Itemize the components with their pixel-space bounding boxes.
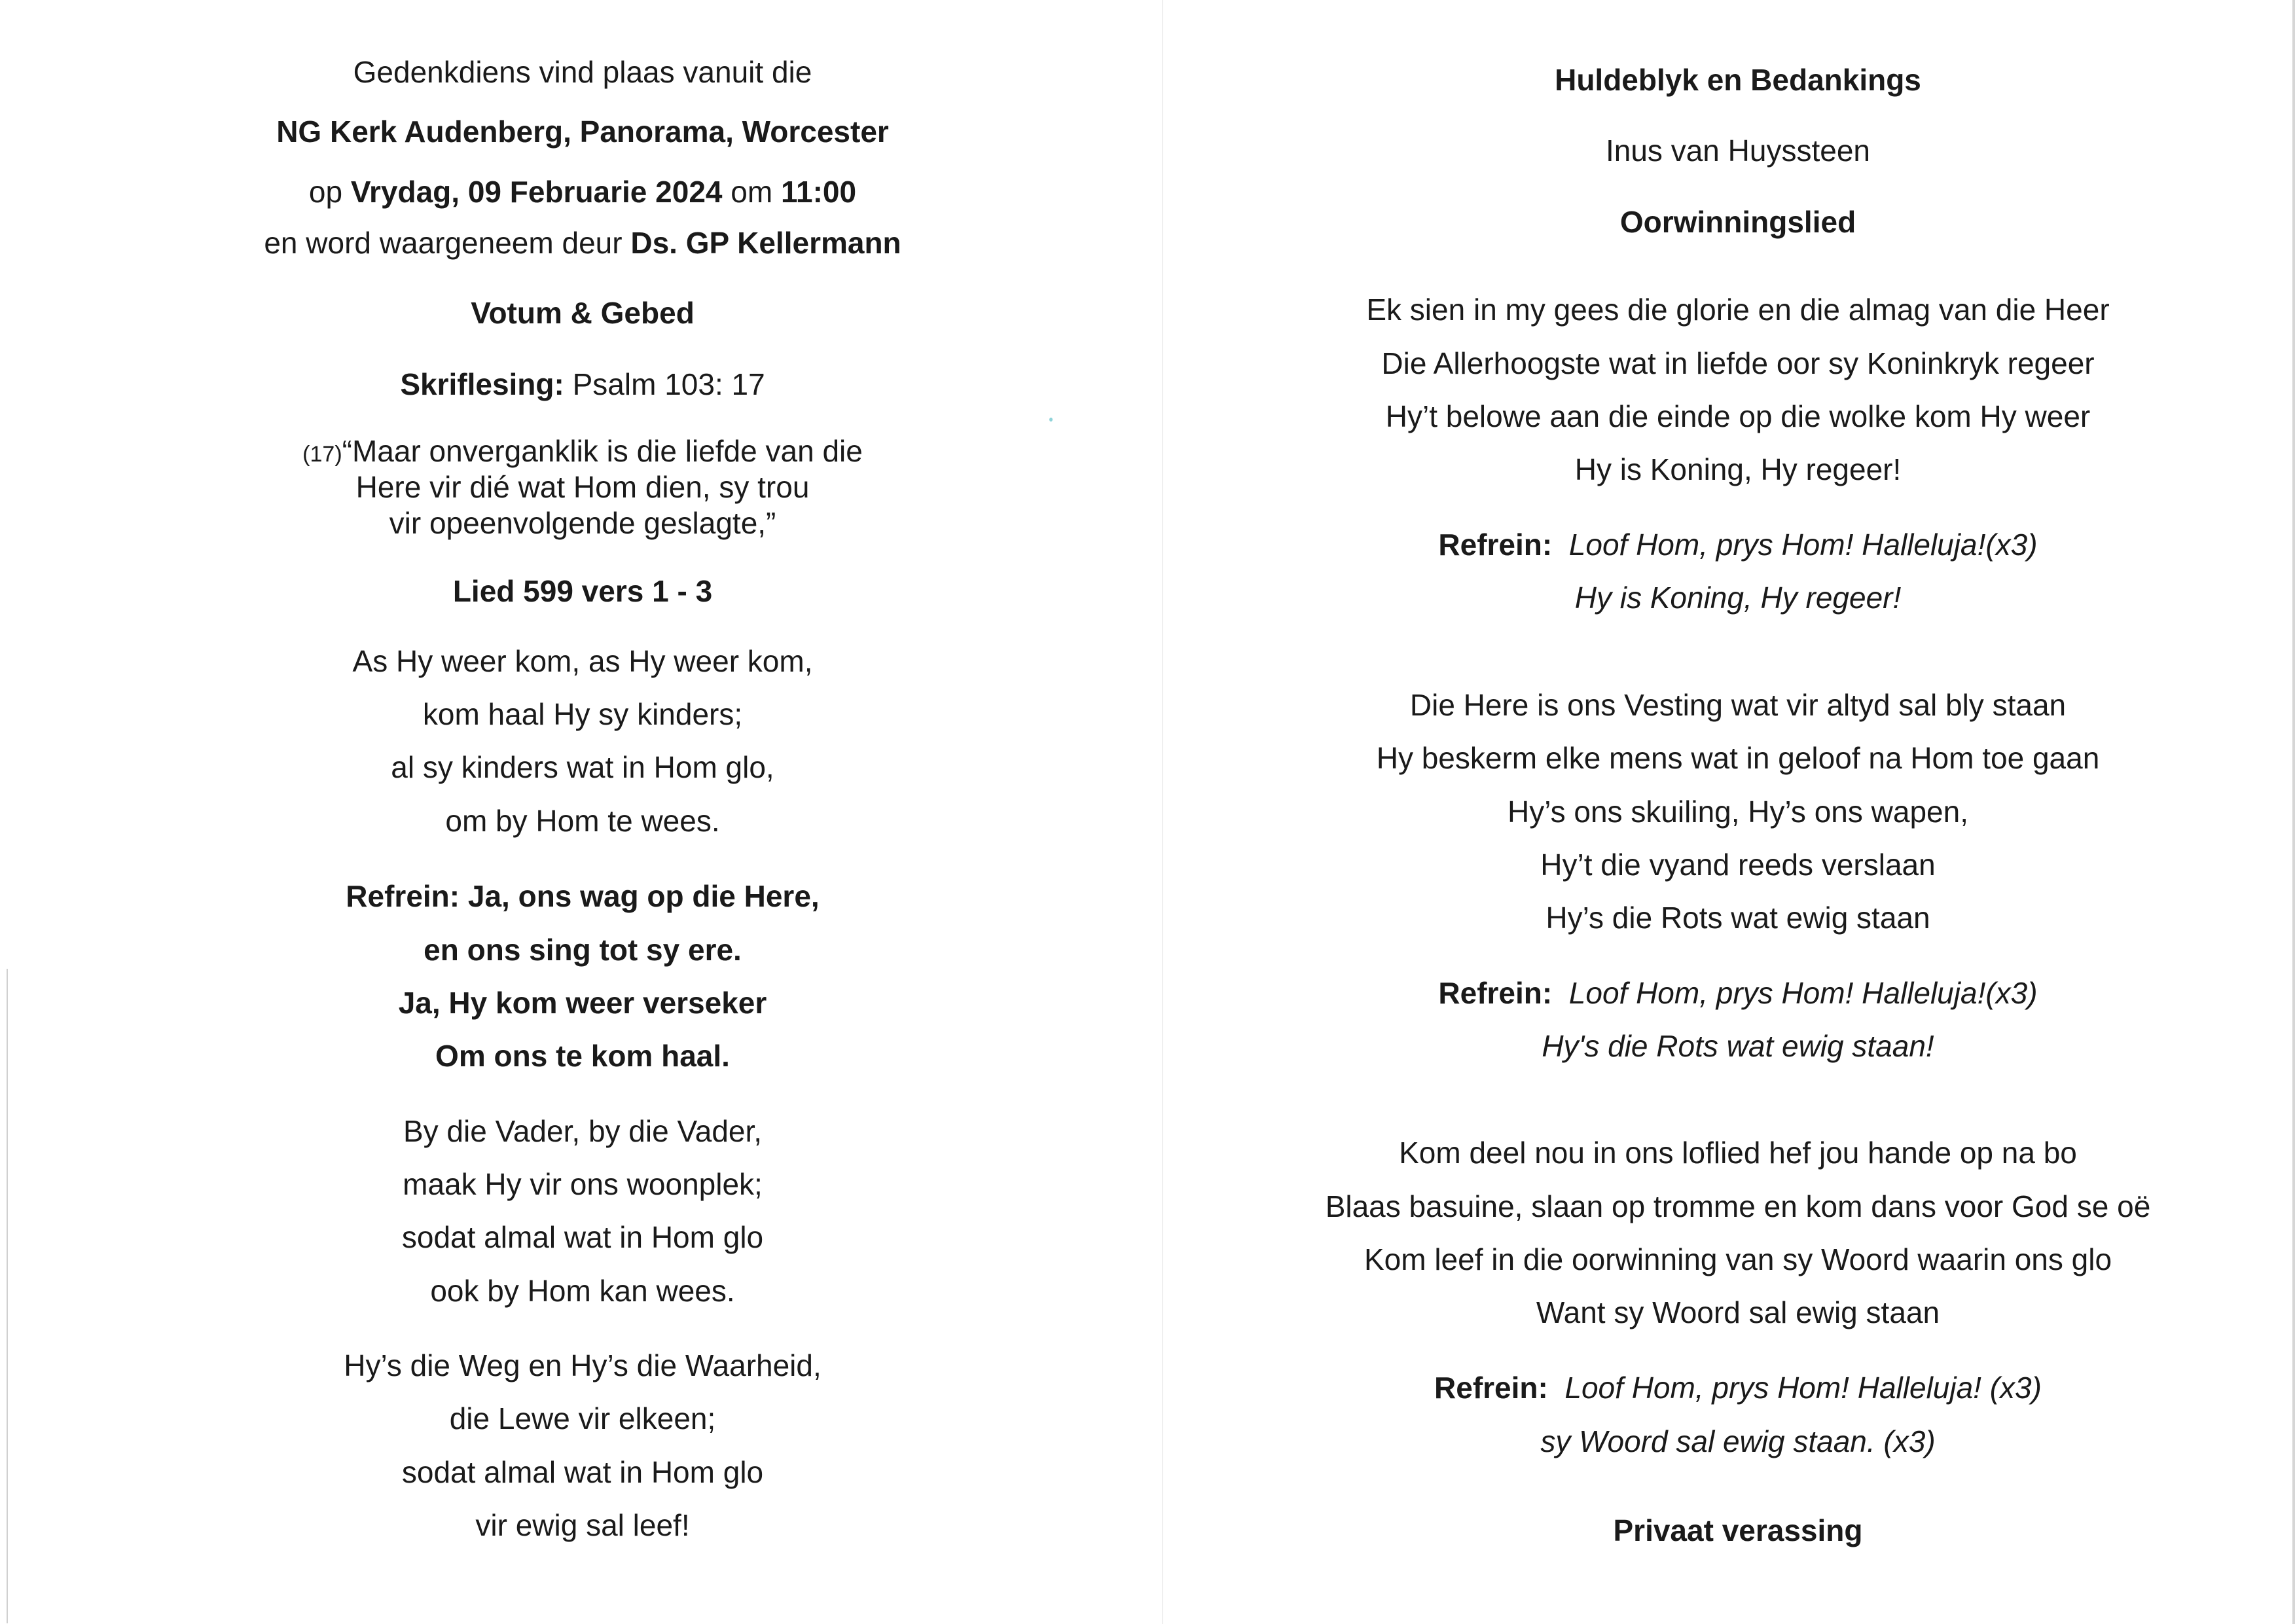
stanza-3-line: Kom deel nou in ons loflied hef jou hande op na bo [1399, 1136, 2077, 1170]
scripture-text: “Maar onverganklik is die liefde van die [342, 434, 863, 468]
verse-3-line: Hy’s die Weg en Hy’s die Waarheid, [344, 1348, 822, 1382]
officiant-name: Ds. GP Kellermann [630, 226, 901, 260]
scripture-reference: Psalm 103: 17 [572, 367, 765, 401]
scripture-label: Skriflesing: [400, 367, 564, 401]
refrain-1-line: Hy is Koning, Hy regeer! [1574, 581, 1902, 615]
verse-2-line: maak Hy vir ons woonplek; [403, 1167, 763, 1201]
scripture-text: vir opeenvolgende geslagte,” [389, 506, 776, 540]
stanza-1-line: Ek sien in my gees die glorie en die almag van die Heer [1366, 293, 2110, 327]
stanza-1-line: Die Allerhoogste wat in liefde oor sy Koninkryk regeer [1381, 346, 2095, 380]
verse-3-line: die Lewe vir elkeen; [449, 1401, 716, 1435]
refrain-label: Refrein: [1438, 976, 1553, 1010]
verse-1-line: om by Hom te wees. [445, 804, 720, 838]
stanza-2-line: Hy beskerm elke mens wat in geloof na Hom toe gaan [1376, 741, 2100, 775]
stanza-2-line: Die Here is ons Vesting wat vir altyd sal bly staan [1409, 688, 2067, 722]
date-prefix: op [308, 175, 343, 209]
verse-1-line: kom haal Hy sy kinders; [422, 697, 743, 731]
song-title: Oorwinningslied [1619, 205, 1856, 239]
stanza-2-line: Hy’t die vyand reeds verslaan [1540, 848, 1936, 882]
stanza-3-line: Kom leef in die oorwinning van sy Woord waarin ons glo [1364, 1242, 2112, 1276]
stanza-3-line: Want sy Woord sal ewig staan [1536, 1295, 1940, 1329]
closing-note: Privaat verassing [1613, 1513, 1863, 1547]
refrain-label: Refrein: [1438, 528, 1553, 562]
refrain-line: Ja, Hy kom weer verseker [398, 986, 767, 1020]
refrain-line: Refrein: Ja, ons wag op die Here, [346, 879, 820, 913]
refrain-1-line [1237, 526, 2239, 563]
refrain-text: Loof Hom, prys Hom! Halleluja!(x3) [1568, 528, 2038, 562]
votum-heading: Votum & Gebed [471, 296, 695, 330]
verse-2-line: sodat almal wat in Hom glo [401, 1220, 764, 1254]
stanza-1-line: Hy’t belowe aan die einde op die wolke kom Hy weer [1385, 399, 2091, 433]
service-time: 11:00 [780, 175, 857, 209]
refrain-text: Loof Hom, prys Hom! Halleluja!(x3) [1568, 976, 2038, 1010]
refrain-2-line [1237, 975, 2239, 1011]
verse-2-line: ook by Hom kan wees. [430, 1274, 735, 1308]
service-date: Vrydag, 09 Februarie 2024 [350, 175, 723, 209]
refrain-3-line: sy Woord sal ewig staan. (x3) [1540, 1424, 1936, 1458]
refrain-3-line [1237, 1369, 2239, 1406]
stanza-2-line: Hy’s ons skuiling, Hy’s ons wapen, [1508, 795, 1968, 829]
page-fold-line [1162, 0, 1163, 1624]
stanza-2-line: Hy’s die Rots wat ewig staan [1545, 901, 1930, 935]
officiant-prefix: en word waargeneem deur [264, 226, 623, 260]
officiant-line [79, 225, 1087, 261]
verse-3-line: vir ewig sal leef! [475, 1508, 690, 1542]
tribute-name: Inus van Huyssteen [1605, 134, 1870, 168]
refrain-2-line: Hy's die Rots wat ewig staan! [1542, 1029, 1934, 1063]
scan-speck [1049, 418, 1053, 422]
church-name: NG Kerk Audenberg, Panorama, Worcester [276, 115, 889, 149]
service-date-line [79, 173, 1087, 210]
verse-2-line: By die Vader, by die Vader, [403, 1114, 763, 1148]
scripture-text-line [79, 433, 1087, 473]
scripture-text: Here vir dié wat Hom dien, sy trou [355, 470, 810, 504]
stanza-1-line: Hy is Koning, Hy regeer! [1574, 452, 1902, 486]
stanza-3-line: Blaas basuine, slaan op tromme en kom dans voor God se oë [1325, 1189, 2151, 1223]
refrain-line: Om ons te kom haal. [435, 1039, 730, 1073]
time-prefix: om [731, 175, 773, 209]
verse-1-line: As Hy weer kom, as Hy weer kom, [352, 644, 813, 678]
verse-1-line: al sy kinders wat in Hom glo, [391, 750, 774, 784]
scripture-reading-line [79, 366, 1087, 403]
hymn-title: Lied 599 vers 1 - 3 [452, 574, 713, 608]
verse-number: (17) [302, 442, 342, 467]
refrain-line: en ons sing tot sy ere. [424, 933, 742, 967]
refrain-label: Refrein: [1434, 1371, 1548, 1405]
scan-edge-left [7, 969, 8, 1623]
tribute-heading: Huldeblyk en Bedankings [1555, 63, 1921, 97]
scan-edge-right [2292, 0, 2295, 1624]
intro-line: Gedenkdiens vind plaas vanuit die [353, 55, 812, 89]
refrain-text: Loof Hom, prys Hom! Halleluja! (x3) [1564, 1371, 2042, 1405]
verse-3-line: sodat almal wat in Hom glo [401, 1455, 764, 1489]
